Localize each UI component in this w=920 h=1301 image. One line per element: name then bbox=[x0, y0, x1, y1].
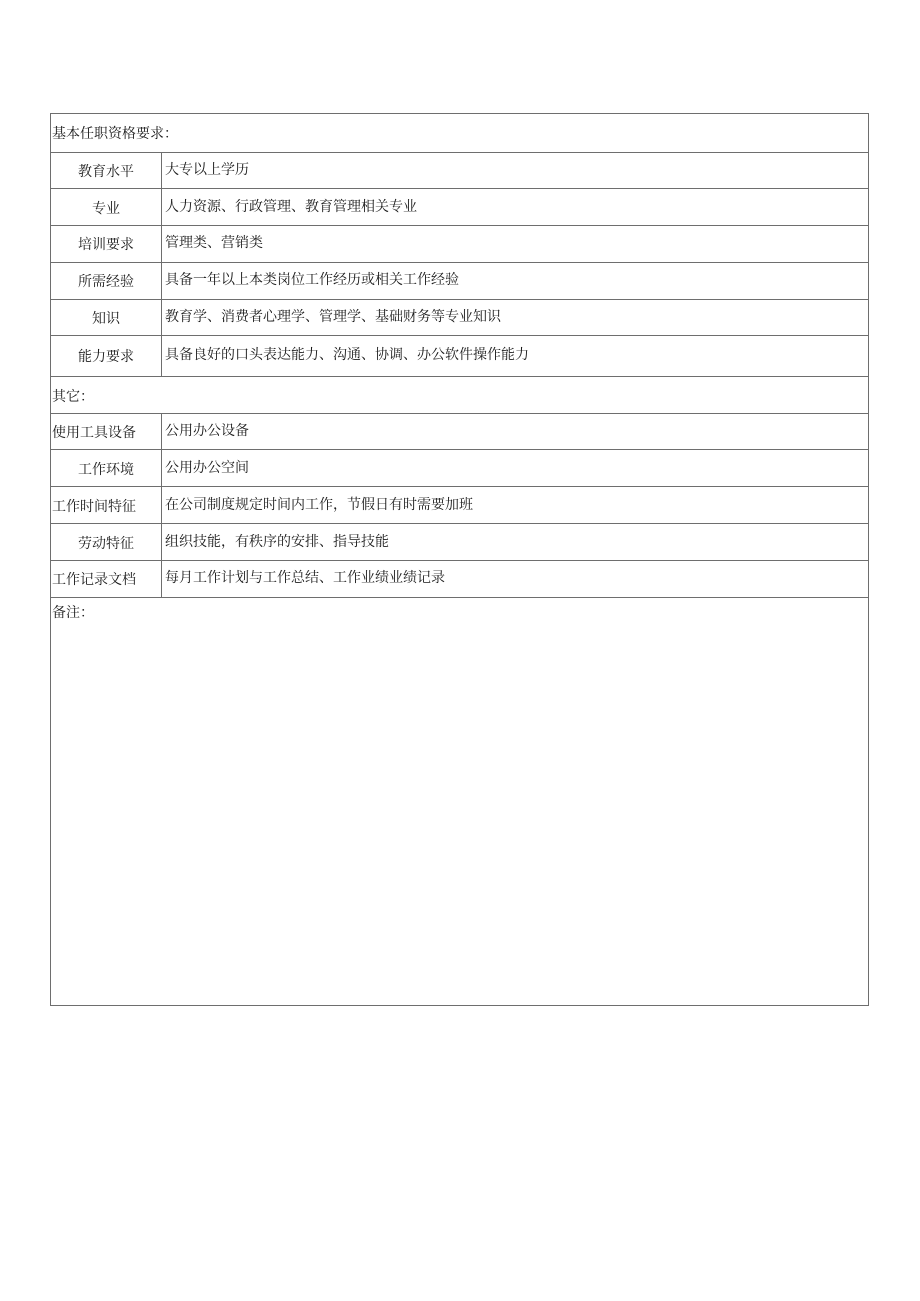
row-divider bbox=[50, 188, 869, 189]
notes-header: 备注： bbox=[52, 605, 94, 621]
value-training: 管理类、营销类 bbox=[165, 235, 263, 251]
value-ability: 具备良好的口头表达能力、沟通、协调、办公软件操作能力 bbox=[165, 347, 529, 363]
label-education: 教育水平 bbox=[78, 164, 134, 180]
label-tools: 使用工具设备 bbox=[52, 425, 136, 441]
value-records: 每月工作计划与工作总结、工作业绩业绩记录 bbox=[165, 570, 445, 586]
value-tools: 公用办公设备 bbox=[165, 423, 249, 439]
row-divider bbox=[50, 299, 869, 300]
row-divider bbox=[50, 449, 869, 450]
row-divider bbox=[50, 486, 869, 487]
label-major: 专业 bbox=[92, 201, 120, 217]
label-work-hours: 工作时间特征 bbox=[52, 499, 136, 515]
job-requirements-table bbox=[50, 113, 869, 1006]
value-education: 大专以上学历 bbox=[165, 162, 249, 178]
row-divider bbox=[50, 560, 869, 561]
row-divider bbox=[50, 523, 869, 524]
row-divider bbox=[50, 335, 869, 336]
value-experience: 具备一年以上本类岗位工作经历或相关工作经验 bbox=[165, 272, 459, 288]
value-environment: 公用办公空间 bbox=[165, 460, 249, 476]
row-divider bbox=[50, 152, 869, 153]
row-divider bbox=[50, 413, 869, 414]
value-knowledge: 教育学、消费者心理学、管理学、基础财务等专业知识 bbox=[165, 309, 501, 325]
label-records: 工作记录文档 bbox=[52, 572, 136, 588]
label-knowledge: 知识 bbox=[92, 311, 120, 327]
table-border-top bbox=[50, 113, 869, 114]
row-divider bbox=[50, 225, 869, 226]
column-divider-other bbox=[161, 413, 162, 598]
row-divider bbox=[50, 262, 869, 263]
other-header: 其它： bbox=[52, 389, 94, 405]
label-ability: 能力要求 bbox=[78, 349, 134, 365]
table-border-bottom bbox=[50, 1005, 869, 1006]
row-divider bbox=[50, 376, 869, 377]
value-labor: 组织技能，有秩序的安排、指导技能 bbox=[165, 534, 389, 550]
value-work-hours: 在公司制度规定时间内工作，节假日有时需要加班 bbox=[165, 497, 473, 513]
label-experience: 所需经验 bbox=[78, 274, 134, 290]
requirements-header: 基本任职资格要求： bbox=[52, 126, 178, 142]
value-major: 人力资源、行政管理、教育管理相关专业 bbox=[165, 199, 417, 215]
column-divider-requirements bbox=[161, 152, 162, 376]
row-divider bbox=[50, 597, 869, 598]
label-environment: 工作环境 bbox=[78, 462, 134, 478]
label-labor: 劳动特征 bbox=[78, 536, 134, 552]
label-training: 培训要求 bbox=[78, 237, 134, 253]
